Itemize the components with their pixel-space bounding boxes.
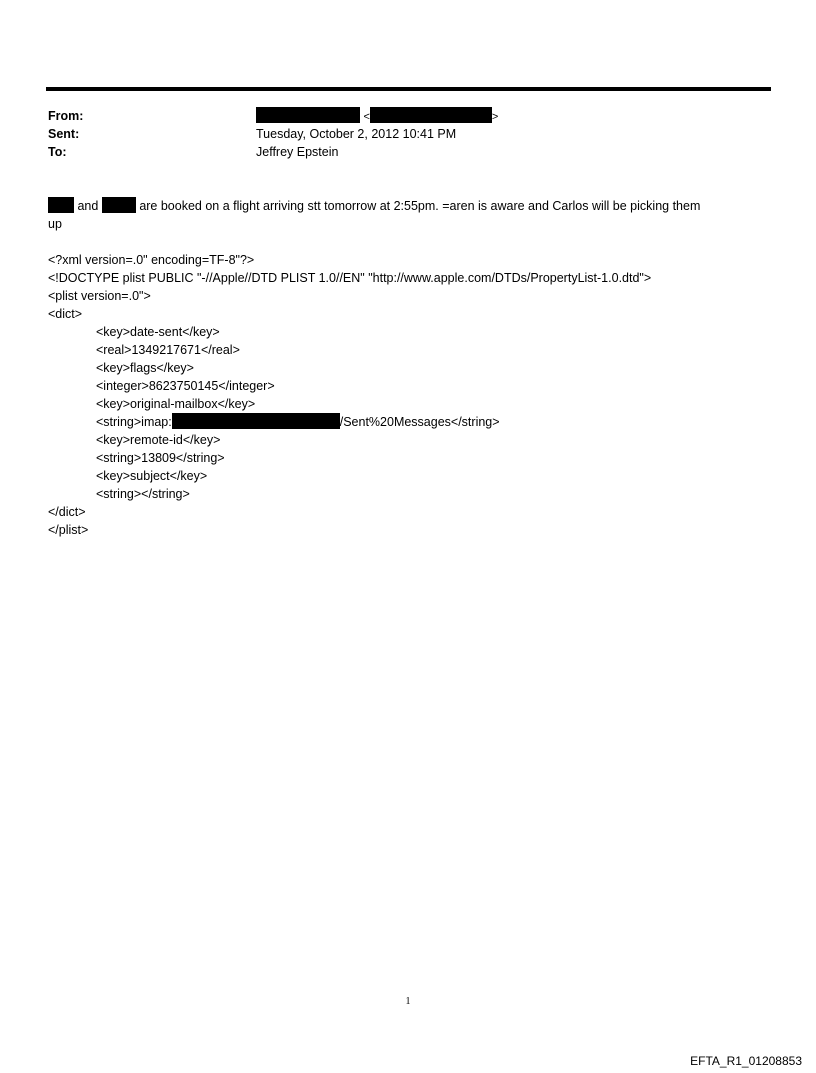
- plist-entry: <key>original-mailbox</key>: [96, 397, 256, 411]
- from-open-bracket: <: [363, 111, 370, 123]
- to-value: Jeffrey Epstein: [256, 145, 339, 159]
- imap-suffix: /Sent%20Messages</string>: [339, 415, 500, 429]
- from-close-bracket: >: [491, 111, 499, 123]
- imap-prefix: <string>imap:: [96, 415, 172, 429]
- plist-entry: <real>1349217671</real>: [96, 343, 240, 357]
- sent-row: [48, 125, 768, 143]
- imap-string-line: [48, 413, 763, 431]
- plist-entry: <key>date-sent</key>: [96, 325, 220, 339]
- email-header: [48, 107, 768, 161]
- redaction-block: [48, 197, 74, 213]
- message-line-1: [48, 197, 763, 215]
- message-line-2: up: [48, 217, 62, 231]
- to-row: [48, 143, 768, 161]
- message-body: [48, 197, 763, 233]
- redaction-block: [172, 413, 340, 429]
- redaction-block: [102, 197, 136, 213]
- page-number: 1: [405, 996, 411, 1007]
- bates-number: EFTA_R1_01208853: [690, 1054, 802, 1068]
- plist-entry: <key>flags</key>: [96, 361, 194, 375]
- plist-open-tag: <plist version=.0">: [48, 289, 151, 303]
- from-row: [48, 107, 768, 125]
- xml-declaration: <?xml version=.0" encoding=TF-8"?>: [48, 253, 255, 267]
- doctype-line: <!DOCTYPE plist PUBLIC "-//Apple//DTD PLIST 1.0//EN" "http://www.apple.com/DTDs/PropertyList-1.0.dtd">: [48, 271, 652, 285]
- dict-close-tag: </dict>: [48, 505, 86, 519]
- from-value: [256, 107, 498, 126]
- plist-entry: <string></string>: [96, 487, 190, 501]
- redaction-block: [256, 107, 360, 123]
- plist-entry: <key>subject</key>: [96, 469, 208, 483]
- redaction-block: [370, 107, 492, 123]
- message-line-1-text: are booked on a flight arriving stt tomorrow at 2:55pm. =aren is aware and Carlos will be picking them: [139, 199, 701, 213]
- to-label: To:: [48, 145, 67, 159]
- header-rule: [46, 87, 771, 91]
- message-word-and: and: [77, 199, 99, 213]
- from-label: From:: [48, 109, 84, 123]
- plist-entry: <key>remote-id</key>: [96, 433, 221, 447]
- plist-close-tag: </plist>: [48, 523, 89, 537]
- plist-entry: <string>13809</string>: [96, 451, 225, 465]
- plist-block: [48, 251, 763, 539]
- dict-open-tag: <dict>: [48, 307, 83, 321]
- sent-label: Sent:: [48, 127, 80, 141]
- sent-value: Tuesday, October 2, 2012 10:41 PM: [256, 127, 457, 141]
- plist-entry: <integer>8623750145</integer>: [96, 379, 275, 393]
